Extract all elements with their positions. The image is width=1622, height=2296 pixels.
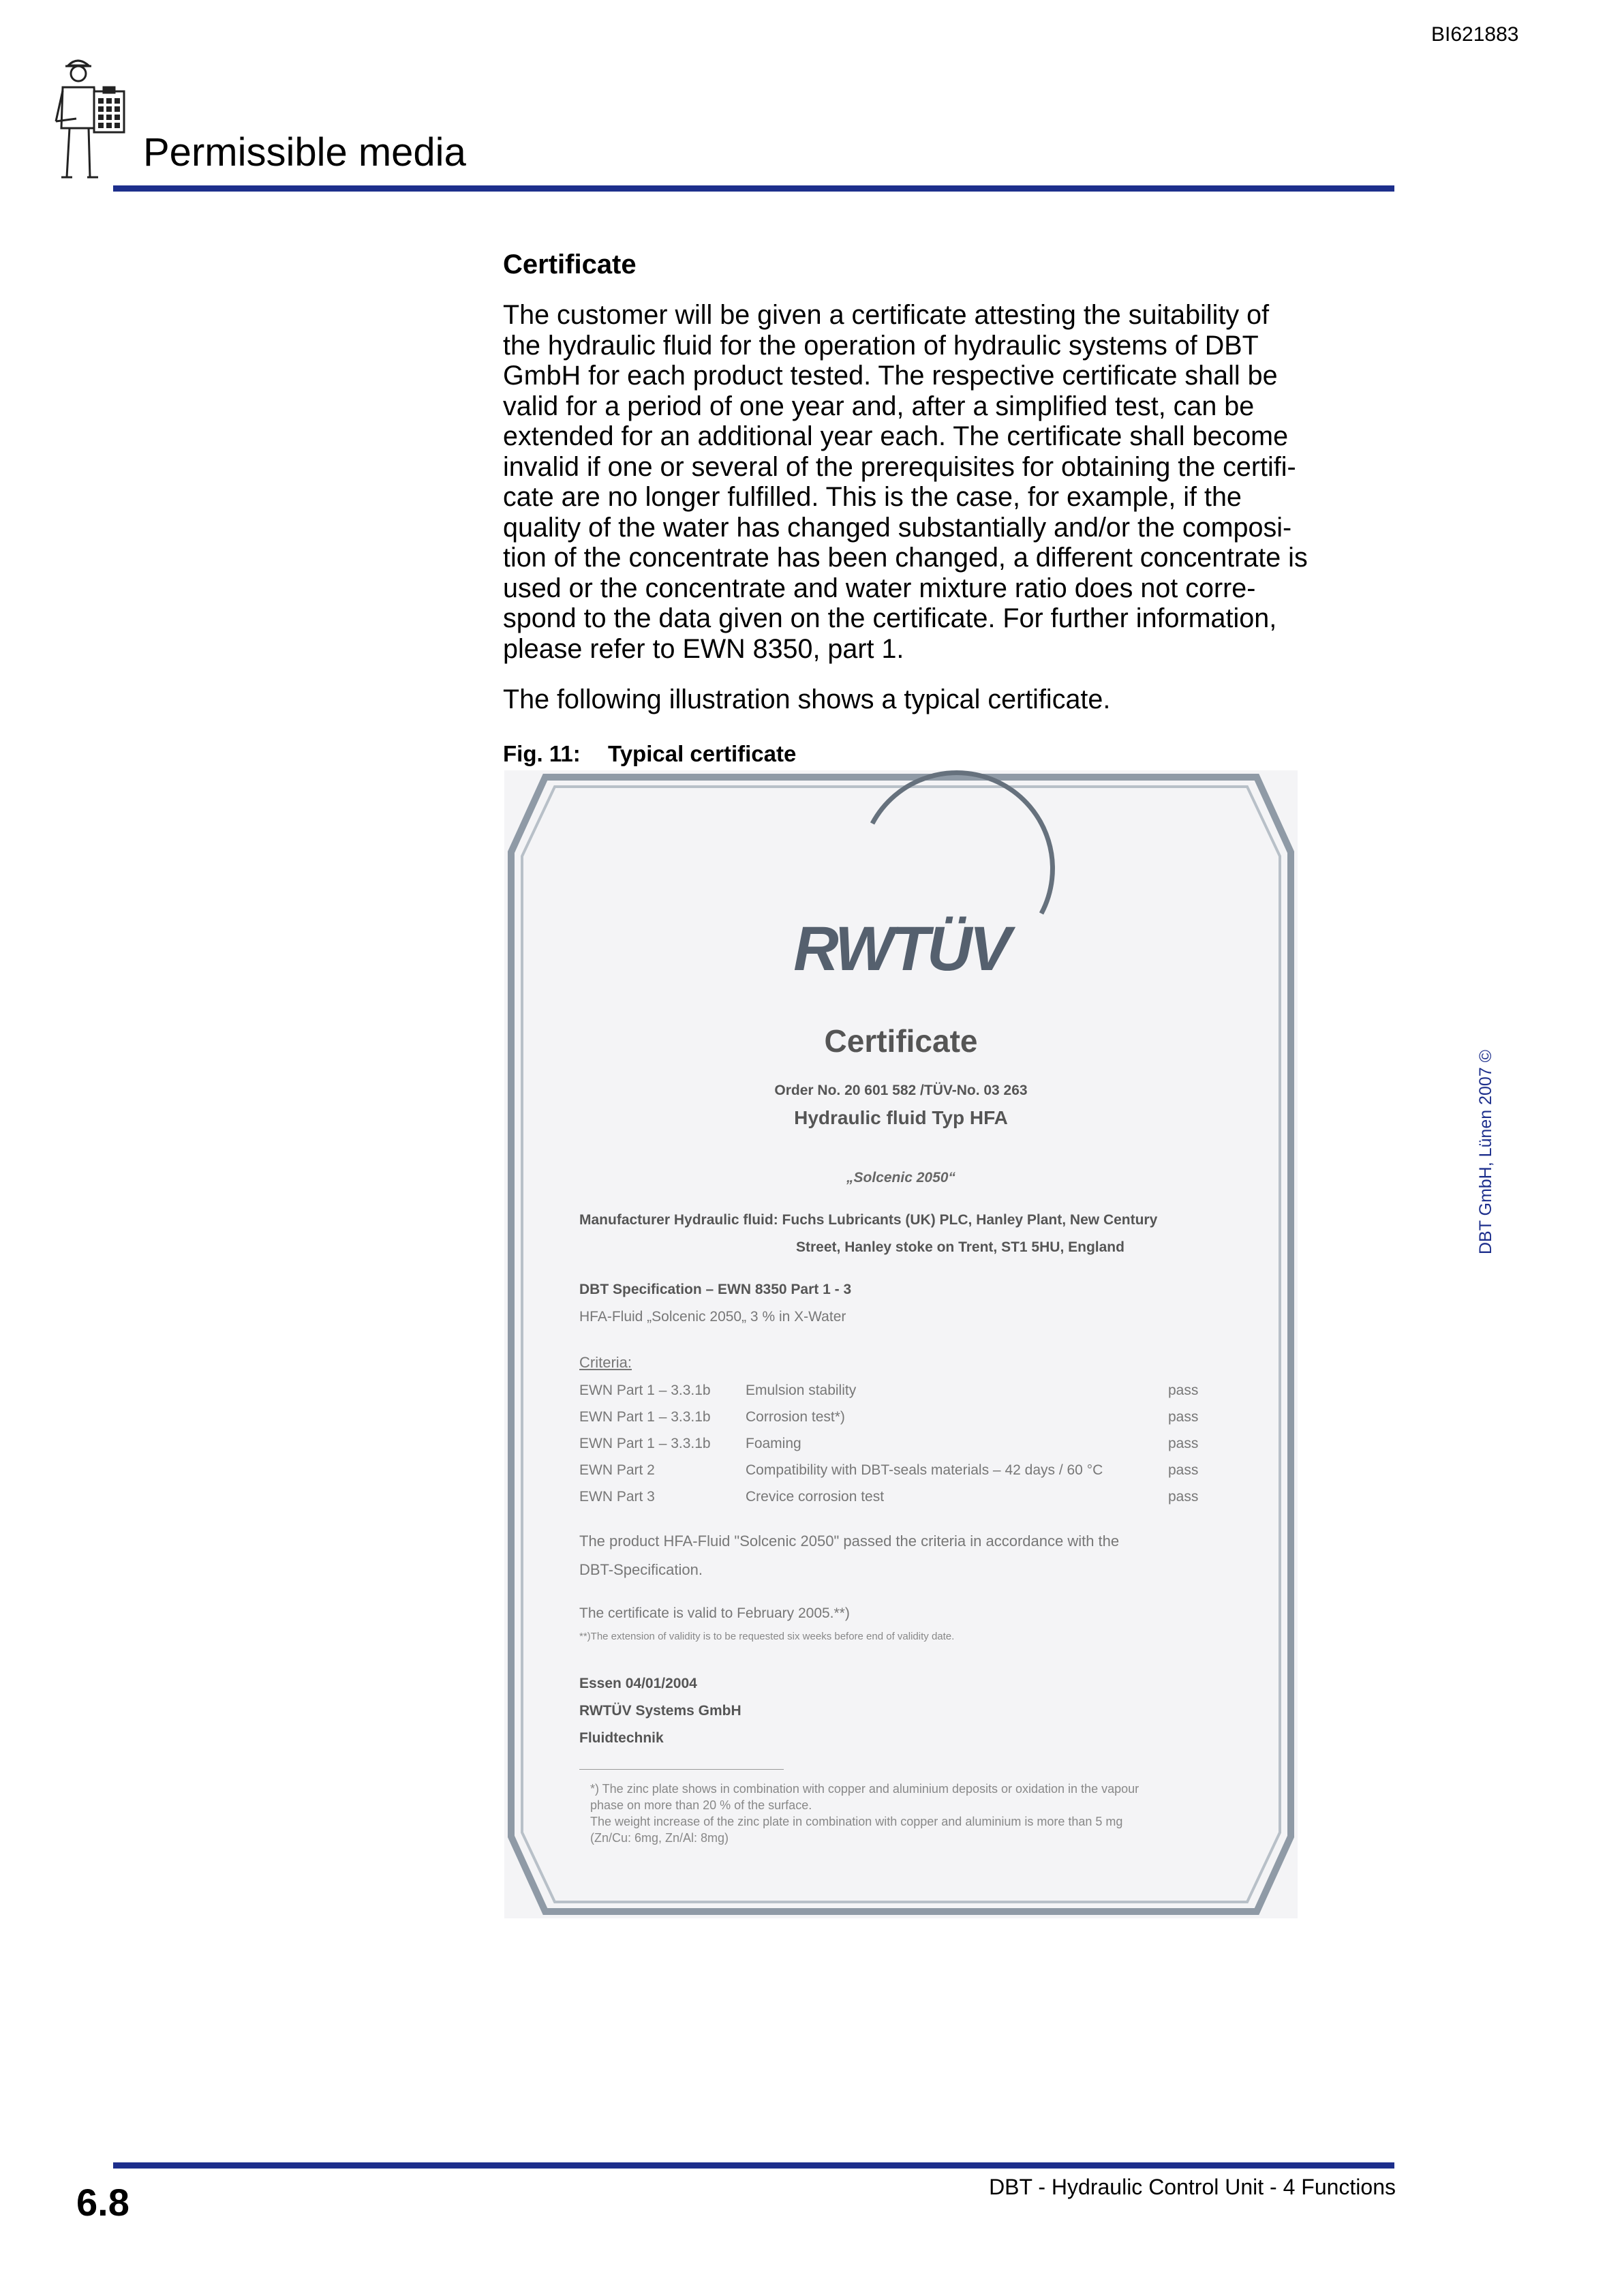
certificate-order: Order No. 20 601 582 /TÜV-No. 03 263 bbox=[774, 1083, 1028, 1098]
figure-caption-text: Typical certificate bbox=[608, 741, 797, 766]
body-line: cate are no longer fulfilled. This is the case, for example, if the bbox=[503, 482, 1242, 512]
body-line: tion of the concentrate has been changed, a different concentrate is bbox=[503, 543, 1308, 573]
criteria-result: pass bbox=[1168, 1489, 1199, 1505]
signature-line bbox=[579, 1769, 784, 1770]
body-line: used or the concentrate and water mixture ratio does not corre- bbox=[503, 573, 1256, 603]
certificate-manufacturer-address: Street, Hanley stoke on Trent, ST1 5HU, England bbox=[796, 1239, 1124, 1255]
criteria-result: pass bbox=[1168, 1436, 1199, 1451]
figure-caption bbox=[503, 741, 796, 767]
criteria-result: pass bbox=[1168, 1462, 1199, 1478]
certificate-type: Hydraulic fluid Typ HFA bbox=[794, 1107, 1008, 1128]
criteria-ref: EWN Part 1 – 3.3.1b bbox=[579, 1383, 711, 1398]
body-line: The customer will be given a certificate attesting the suitability of bbox=[503, 300, 1270, 330]
page-title: Permissible media bbox=[143, 130, 466, 175]
copyright-note: DBT GmbH, Lünen 2007 © bbox=[1476, 1049, 1495, 1254]
footer-rule bbox=[113, 2162, 1394, 2169]
document-id: BI621883 bbox=[1431, 23, 1519, 46]
criteria-ref: EWN Part 1 – 3.3.1b bbox=[579, 1436, 711, 1451]
body-line: valid for a period of one year and, after a simplified test, can be bbox=[503, 391, 1255, 421]
body-line: quality of the water has changed substantially and/or the composi- bbox=[503, 512, 1292, 543]
body-line: invalid if one or several of the prerequisites for obtaining the certifi- bbox=[503, 451, 1296, 482]
certificate-validity: The certificate is valid to February 2005.**) bbox=[579, 1605, 850, 1621]
body-line: extended for an additional year each. The certificate shall become bbox=[503, 421, 1289, 451]
logo-arc bbox=[872, 773, 1052, 913]
certificate-statement: DBT-Specification. bbox=[579, 1561, 703, 1578]
certificate-footnote: phase on more than 20 % of the surface. bbox=[590, 1798, 812, 1812]
header-rule bbox=[113, 185, 1394, 192]
certificate-spec-sub: HFA-Fluid „Solcenic 2050„ 3 % in X-Water bbox=[579, 1309, 846, 1325]
criteria-label: Criteria: bbox=[579, 1354, 632, 1371]
page-number: 6.8 bbox=[76, 2181, 129, 2224]
criteria-result: pass bbox=[1168, 1383, 1199, 1398]
rwtuv-logo: RWTÜV bbox=[793, 914, 1009, 984]
criteria-result: pass bbox=[1168, 1409, 1199, 1425]
criteria-name: Compatibility with DBT-seals materials – 42 days / 60 °C bbox=[746, 1462, 1103, 1478]
body-line: GmbH for each product tested. The respective certificate shall be bbox=[503, 361, 1278, 391]
certificate-image bbox=[504, 770, 1298, 1918]
certificate-footnote: The weight increase of the zinc plate in combination with copper and aluminium is more than 5 mg bbox=[590, 1815, 1123, 1828]
criteria-ref: EWN Part 1 – 3.3.1b bbox=[579, 1409, 711, 1425]
criteria-ref: EWN Part 3 bbox=[579, 1489, 655, 1505]
criteria-name: Foaming bbox=[746, 1436, 801, 1451]
criteria-name: Emulsion stability bbox=[746, 1383, 857, 1398]
certificate-manufacturer: Manufacturer Hydraulic fluid: Fuchs Lubricants (UK) PLC, Hanley Plant, New Century bbox=[579, 1212, 1158, 1228]
certificate-statement: The product HFA-Fluid "Solcenic 2050" passed the criteria in accordance with the bbox=[579, 1532, 1120, 1550]
footer-title: DBT - Hydraulic Control Unit - 4 Functions bbox=[989, 2175, 1396, 2199]
certificate-footnote: *) The zinc plate shows in combination with copper and aluminium deposits or oxidation in the vapour bbox=[590, 1782, 1139, 1796]
body-line: spond to the data given on the certificate. For further information, bbox=[503, 603, 1277, 633]
certificate-product: „Solcenic 2050“ bbox=[846, 1170, 955, 1185]
certificate-spec: DBT Specification – EWN 8350 Part 1 - 3 bbox=[579, 1282, 852, 1297]
body-line: the hydraulic fluid for the operation of hydraulic systems of DBT bbox=[503, 330, 1259, 361]
certificate-organization: RWTÜV Systems GmbH bbox=[579, 1703, 741, 1719]
figure-intro: The following illustration shows a typical certificate. bbox=[503, 684, 1111, 714]
certificate-validity-note: **)The extension of validity is to be requested six weeks before end of validity date. bbox=[579, 1631, 955, 1642]
certificate-place-date: Essen 04/01/2004 bbox=[579, 1676, 697, 1691]
worker-with-clipboard-icon bbox=[49, 53, 138, 183]
section-heading: Certificate bbox=[503, 250, 637, 280]
criteria-name: Crevice corrosion test bbox=[746, 1489, 885, 1505]
certificate-department: Fluidtechnik bbox=[579, 1730, 664, 1746]
figure-number: Fig. 11: bbox=[503, 741, 581, 766]
certificate-title: Certificate bbox=[824, 1023, 978, 1059]
criteria-ref: EWN Part 2 bbox=[579, 1462, 655, 1478]
body-paragraph bbox=[503, 300, 1403, 664]
criteria-name: Corrosion test*) bbox=[746, 1409, 845, 1425]
body-line: please refer to EWN 8350, part 1. bbox=[503, 633, 904, 664]
certificate-footnote: (Zn/Cu: 6mg, Zn/Al: 8mg) bbox=[590, 1831, 729, 1845]
